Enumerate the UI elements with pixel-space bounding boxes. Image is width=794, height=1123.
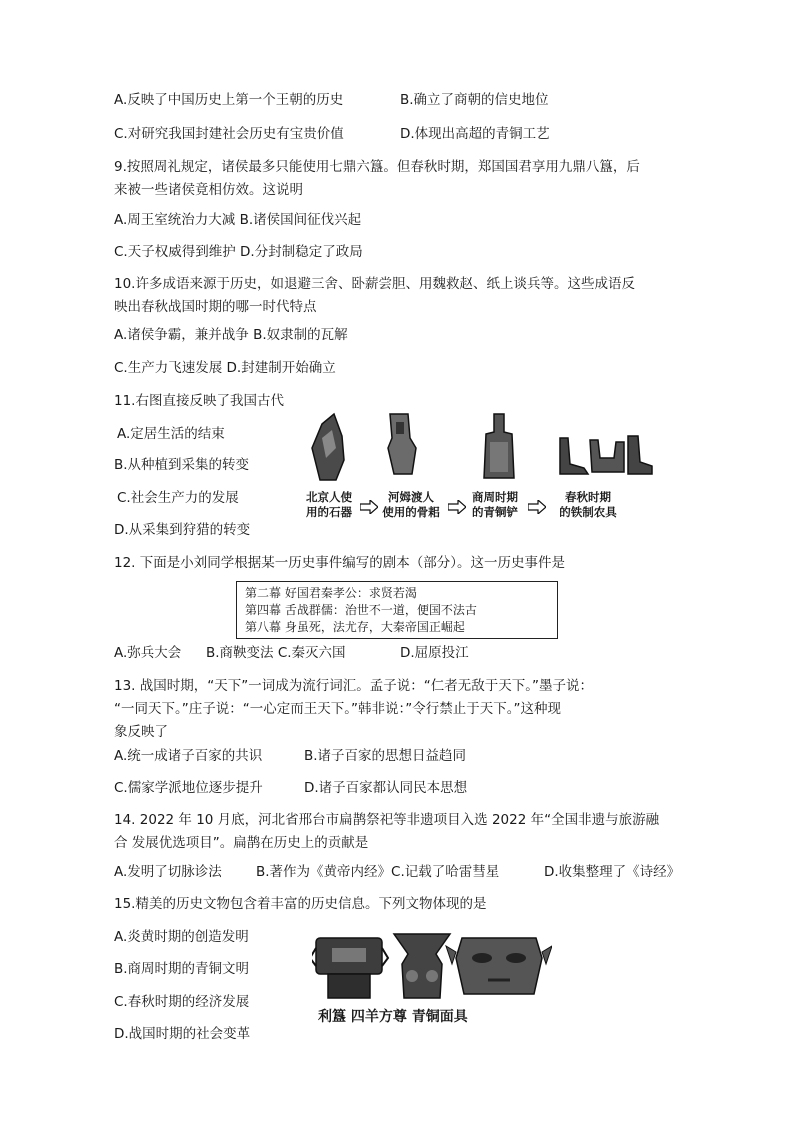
q10-options-row2: C.生产力飞速发展 D.封建制开始确立 (114, 360, 336, 376)
bronze-shovel-blade (490, 442, 508, 472)
q10-stem-line1: 10.许多成语来源于历史，如退避三舍、卧薪尝胆、用魏救赵、纸上谈兵等。这些成语反 (114, 276, 635, 292)
q12-stem: 12. 下面是小刘同学根据某一历史事件编写的剧本（部分）。这一历史事件是 (114, 555, 566, 571)
relic-labels: 利簋 四羊方尊 青铜面具 (318, 1009, 468, 1025)
q13-stem-line1: 13. 战国时期，“天下”一词成为流行词汇。孟子说：“仁者无敌于天下。”墨子说： (114, 678, 593, 694)
tool-label-bone: 河姆渡人 使用的骨耜 (382, 490, 440, 519)
q11-tools-figure (298, 408, 658, 528)
tool-label-stone: 北京人使 用的石器 (306, 490, 352, 519)
q9-options-row2: C.天子权威得到维护 D.分封制稳定了政局 (114, 244, 363, 260)
relics-illustration (312, 928, 552, 1004)
tools-illustration (298, 408, 658, 488)
q11-option-b: B.从种植到采集的转变 (114, 457, 250, 473)
q8-option-d: D.体现出高超的青铜工艺 (400, 126, 550, 142)
q13-option-b: B.诸子百家的思想日益趋同 (304, 748, 467, 764)
q13-stem-line2: “一同天下。”庄子说：“一心定而王天下。”韩非说：”令行禁止于天下。”这种现 (114, 701, 561, 717)
siyang-fangzun-icon (394, 934, 450, 998)
q8-option-a: A.反映了中国历史上第一个王朝的历史 (114, 92, 344, 108)
q14-options-bc: B.著作为《黄帝内经》C.记载了哈雷彗星 (256, 864, 500, 880)
q15-relics-figure (312, 928, 552, 1028)
iron-tool-icon-2 (590, 440, 624, 472)
q13-option-c: C.儒家学派地位逐步提升 (114, 780, 263, 796)
q15-stem: 15.精美的历史文物包含着丰富的历史信息。下列文物体现的是 (114, 896, 487, 912)
q14-option-d: D.收集整理了《诗经》 (544, 864, 681, 880)
q13-stem-line3: 象反映了 (114, 724, 168, 740)
tool-label-bronze: 商周时期 的青铜铲 (472, 490, 518, 519)
q13-option-a: A.统一成诸子百家的共识 (114, 748, 263, 764)
q12-option-a: A.弥兵大会 (114, 645, 182, 661)
ram-head (406, 970, 418, 982)
q15-option-a: A.炎黄时期的创造发明 (114, 929, 249, 945)
q14-option-a: A.发明了切脉诊法 (114, 864, 222, 880)
script-act: 第八幕 身虽死，法尤存，大秦帝国正崛起 (245, 620, 465, 634)
arrow-icon (528, 500, 546, 514)
q14-stem-line1: 14. 2022 年 10 月底，河北省邢台市扁鹊祭祀等非遗项目入选 2022 年“全国非遗与旅游融 (114, 812, 660, 828)
ligui-base (328, 974, 370, 998)
q15-option-b: B.商周时期的青铜文明 (114, 961, 250, 977)
iron-tool-icon-1 (560, 438, 588, 474)
mask-eye (506, 953, 526, 963)
q10-options-row1: A.诸侯争霸，兼并战争 B.奴隶制的瓦解 (114, 327, 348, 343)
ram-head (426, 970, 438, 982)
ligui-pattern (332, 948, 366, 962)
q10-stem-line2: 映出春秋战国时期的哪一时代特点 (114, 299, 317, 315)
q12-script-box (236, 581, 558, 639)
q12-options-bc: B.商鞅变法 C.秦灭六国 (206, 645, 346, 661)
tool-label-iron: 春秋时期 的铁制农具 (559, 490, 617, 519)
q9-stem-line1: 9.按照周礼规定，诸侯最多只能使用七鼎六簋。但春秋时期，郑国国君享用九鼎八簋，后 (114, 159, 640, 175)
q8-option-b: B.确立了商朝的信史地位 (400, 92, 549, 108)
script-act: 第四幕 舌战群儒：治世不一道，便国不法古 (245, 603, 477, 617)
script-act: 第二幕 好国君秦孝公：求贤若渴 (245, 586, 417, 600)
q9-stem-line2: 来被一些诸侯竟相仿效。这说明 (114, 182, 303, 198)
q12-option-d: D.屈原投江 (400, 645, 469, 661)
q15-option-c: C.春秋时期的经济发展 (114, 994, 250, 1010)
q9-options-row1: A.周王室统治力大减 B.诸侯国间征伐兴起 (114, 212, 362, 228)
iron-tool-icon-3 (628, 436, 652, 474)
q11-stem: 11.右图直接反映了我国古代 (114, 393, 284, 409)
bone-spade-hole (396, 422, 404, 434)
q8-option-c: C.对研究我国封建社会历史有宝贵价值 (114, 126, 344, 142)
mask-eye (472, 953, 492, 963)
q11-option-a: A.定居生活的结束 (117, 426, 225, 442)
bronze-mask-icon (456, 938, 542, 994)
q13-option-d: D.诸子百家都认同民本思想 (304, 780, 468, 796)
q14-stem-line2: 合 发展优选项目”。扁鹊在历史上的贡献是 (114, 835, 369, 851)
q11-option-c: C.社会生产力的发展 (117, 490, 239, 506)
q11-option-d: D.从采集到狩猎的转变 (114, 522, 251, 538)
q15-option-d: D.战国时期的社会变革 (114, 1026, 251, 1042)
